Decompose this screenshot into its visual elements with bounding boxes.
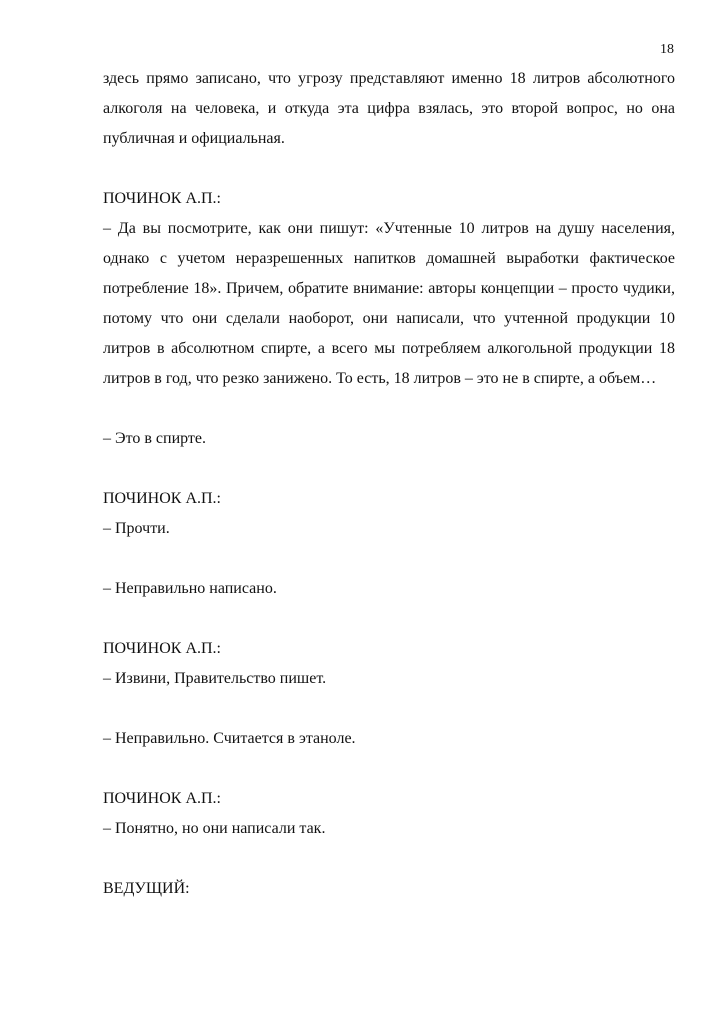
paragraph-reply: – Неправильно написано. [103, 580, 277, 597]
speaker-label: ПОЧИНОК А.П.: [103, 640, 221, 657]
paragraph-intro: здесь прямо записано, что угрозу представляют именно 18 литров абсолютного алкоголя на человека, и откуда эта цифра взялась, это второй вопрос, но она публичная и официальная. [103, 70, 675, 147]
speaker-label: ПОЧИНОК А.П.: [103, 190, 221, 207]
page-number: 18 [660, 42, 674, 57]
paragraph-speech: – Да вы посмотрите, как они пишут: «Учтенные 10 литров на душу населения, однако с учетом неразрешенных напитков домашней выработки фактическое потребление 18». Причем, обратите внимание: авторы концепции – просто чудики, потому что они сделали наоборот, они написали, что учтенной продукции 10 литров в абсолютном спирте, а всего мы потребляем алкогольной продукции 18 литров в год, что резко занижено. То есть, 18 литров – это не в спирте, а объем… [103, 220, 675, 387]
paragraph-gap [103, 544, 675, 574]
paragraph-gap [103, 754, 675, 784]
speaker-label: ПОЧИНОК А.П.: [103, 490, 221, 507]
paragraph-gap [103, 694, 675, 724]
paragraph-speech: – Понятно, но они написали так. [103, 820, 326, 837]
paragraph-gap [103, 604, 675, 634]
paragraph-gap [103, 394, 675, 424]
paragraph-gap [103, 154, 675, 184]
transcript-body [103, 64, 675, 904]
paragraph-reply: – Неправильно. Считается в этаноле. [103, 730, 356, 747]
speaker-label: ПОЧИНОК А.П.: [103, 790, 221, 807]
paragraph-gap [103, 844, 675, 874]
paragraph-speech: – Прочти. [103, 520, 170, 537]
paragraph-reply: – Это в спирте. [103, 430, 207, 447]
speaker-label: ВЕДУЩИЙ: [103, 880, 190, 897]
paragraph-speech: – Извини, Правительство пишет. [103, 670, 327, 687]
paragraph-gap [103, 454, 675, 484]
